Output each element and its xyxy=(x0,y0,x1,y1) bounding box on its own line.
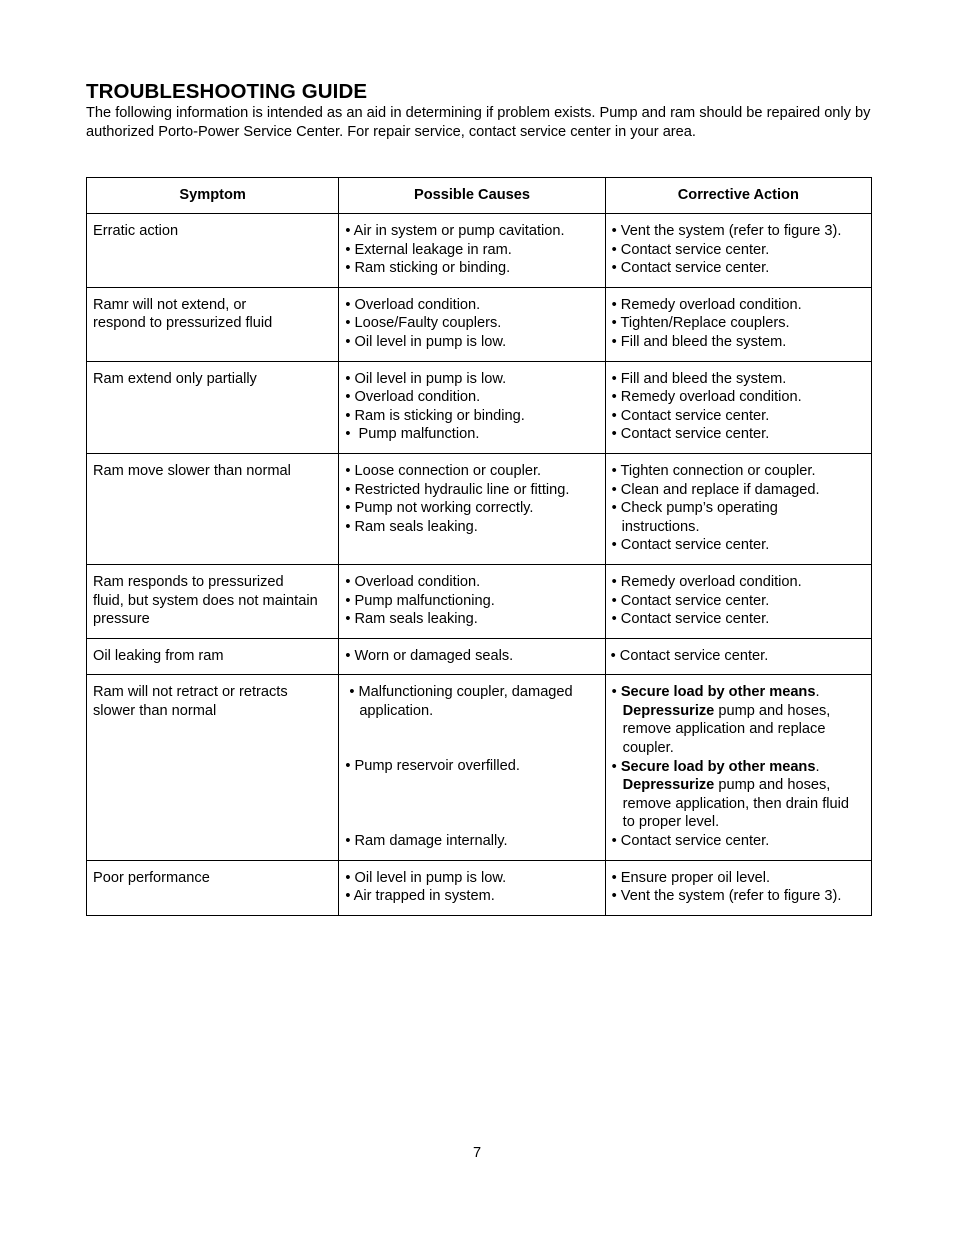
symptom-cell xyxy=(87,860,339,915)
symptom-text: Ram extend only partially xyxy=(93,370,257,387)
action-item: • Contact service center. xyxy=(611,426,770,443)
intro-paragraph: The following information is intended as an aid in determining if problem exists. Pump and ram should be repaired only by authorized Porto-Power Service Center. For repair service, contact service center in your area. xyxy=(86,105,871,140)
symptom-cell xyxy=(87,675,339,860)
actions-cell xyxy=(605,675,871,860)
cause-item: • Ram is sticking or binding. xyxy=(345,407,525,424)
causes-cell xyxy=(339,287,605,361)
symptom-text: Poor performance xyxy=(93,869,210,886)
cause-item: • Oil level in pump is low. xyxy=(345,370,507,387)
action-item: • Tighten/Replace couplers. xyxy=(611,315,790,332)
symptom-text: Oil leaking from ram xyxy=(93,647,224,664)
cause-item: • Malfunctioning coupler, damaged application. xyxy=(349,684,573,719)
cause-item: • Loose/Faulty couplers. xyxy=(345,315,502,332)
table-row xyxy=(87,638,872,675)
actions-cell xyxy=(605,287,871,361)
cause-item: • Oil level in pump is low. xyxy=(345,869,507,886)
action-item: • Contact service center. xyxy=(611,260,770,277)
cause-item: • Air trapped in system. xyxy=(345,888,495,905)
header-corrective-action: Corrective Action xyxy=(605,178,871,214)
action-item: • Fill and bleed the system. xyxy=(611,333,787,350)
action-item: • Contact service center. xyxy=(611,407,770,424)
action-item: • Tighten connection or coupler. xyxy=(611,462,816,479)
symptom-cell xyxy=(87,453,339,564)
causes-cell xyxy=(339,453,605,564)
causes-cell xyxy=(339,638,605,675)
table-header-row xyxy=(87,178,872,214)
action-item: • Contact service center. xyxy=(611,537,770,554)
table-row xyxy=(87,453,872,564)
actions-cell xyxy=(605,453,871,564)
actions-cell xyxy=(605,638,871,675)
page-title: TROUBLESHOOTING GUIDE xyxy=(86,80,368,103)
cause-item: • Pump malfunctioning. xyxy=(345,592,495,609)
cause-item: • Ram damage internally. xyxy=(345,833,508,850)
actions-cell xyxy=(605,214,871,288)
cause-item: • Ram sticking or binding. xyxy=(345,260,511,277)
symptom-text: Ram move slower than normal xyxy=(93,462,291,479)
symptom-text: pressure xyxy=(93,611,150,628)
symptom-cell xyxy=(87,361,339,453)
actions-cell xyxy=(605,860,871,915)
table-row xyxy=(87,860,872,915)
symptom-cell xyxy=(87,564,339,638)
action-item: • Remedy overload condition. xyxy=(611,389,802,406)
cause-item: • Overload condition. xyxy=(345,389,481,406)
action-item: • Remedy overload condition. xyxy=(611,573,802,590)
action-item: • Contact service center. xyxy=(611,592,770,609)
troubleshooting-table xyxy=(86,177,872,916)
causes-cell xyxy=(339,675,605,860)
cause-item: • Overload condition. xyxy=(345,573,481,590)
symptom-cell xyxy=(87,638,339,675)
symptom-text: Ram responds to pressurized xyxy=(93,573,284,590)
cause-item: • Restricted hydraulic line or fitting. xyxy=(345,481,570,498)
cause-item: • Ram seals leaking. xyxy=(345,611,478,628)
action-item: • Remedy overload condition. xyxy=(611,296,802,313)
causes-cell xyxy=(339,361,605,453)
table-row xyxy=(87,564,872,638)
action-item: • Check pump’s operating instructions. xyxy=(611,500,778,535)
header-symptom: Symptom xyxy=(87,178,339,214)
cause-item: • Overload condition. xyxy=(345,296,481,313)
action-item: • Contact service center. xyxy=(611,241,770,258)
symptom-text: slower than normal xyxy=(93,702,217,719)
symptom-text: Erratic action xyxy=(93,223,179,239)
cause-item: • Air in system or pump cavitation. xyxy=(345,223,565,239)
cause-item: • Ram seals leaking. xyxy=(345,518,478,535)
symptom-text: respond to pressurized fluid xyxy=(93,315,273,332)
action-item: • Contact service center. xyxy=(611,611,770,628)
table-row xyxy=(87,214,872,288)
action-item: • Ensure proper oil level. xyxy=(611,869,771,886)
causes-cell xyxy=(339,214,605,288)
action-item: • Secure load by other means. Depressurize pump and hoses, remove application and replace coupler. xyxy=(611,684,831,757)
cause-item: • External leakage in ram. xyxy=(345,241,512,258)
causes-cell xyxy=(339,564,605,638)
actions-cell xyxy=(605,564,871,638)
cause-item: • Pump not working correctly. xyxy=(345,500,534,517)
actions-cell xyxy=(605,361,871,453)
action-item: • Clean and replace if damaged. xyxy=(611,481,820,498)
cause-item: • Oil level in pump is low. xyxy=(345,333,507,350)
action-item: • Vent the system (refer to figure 3). xyxy=(611,888,842,905)
header-possible-causes: Possible Causes xyxy=(339,178,605,214)
action-item: • Contact service center. xyxy=(610,647,769,664)
symptom-cell xyxy=(87,287,339,361)
action-item: • Contact service center. xyxy=(611,833,770,850)
action-item: • Fill and bleed the system. xyxy=(611,370,787,387)
table-row xyxy=(87,287,872,361)
symptom-text: Ram will not retract or retracts xyxy=(93,684,288,701)
cause-item: • Pump malfunction. xyxy=(345,426,480,443)
table-row xyxy=(87,361,872,453)
cause-item: • Loose connection or coupler. xyxy=(345,462,542,479)
symptom-text: fluid, but system does not maintain xyxy=(93,592,318,609)
symptom-cell xyxy=(87,214,339,288)
table-row xyxy=(87,675,872,860)
causes-cell xyxy=(339,860,605,915)
action-item: • Vent the system (refer to figure 3). xyxy=(611,223,842,239)
action-item: • Secure load by other means. Depressurize pump and hoses, remove application, then drain fluid to proper level. xyxy=(611,758,849,831)
cause-item: • Pump reservoir overfilled. xyxy=(345,758,520,775)
cause-item: • Worn or damaged seals. xyxy=(345,647,514,664)
page-number: 7 xyxy=(472,1145,482,1161)
symptom-text: Ramr will not extend, or xyxy=(93,296,247,313)
